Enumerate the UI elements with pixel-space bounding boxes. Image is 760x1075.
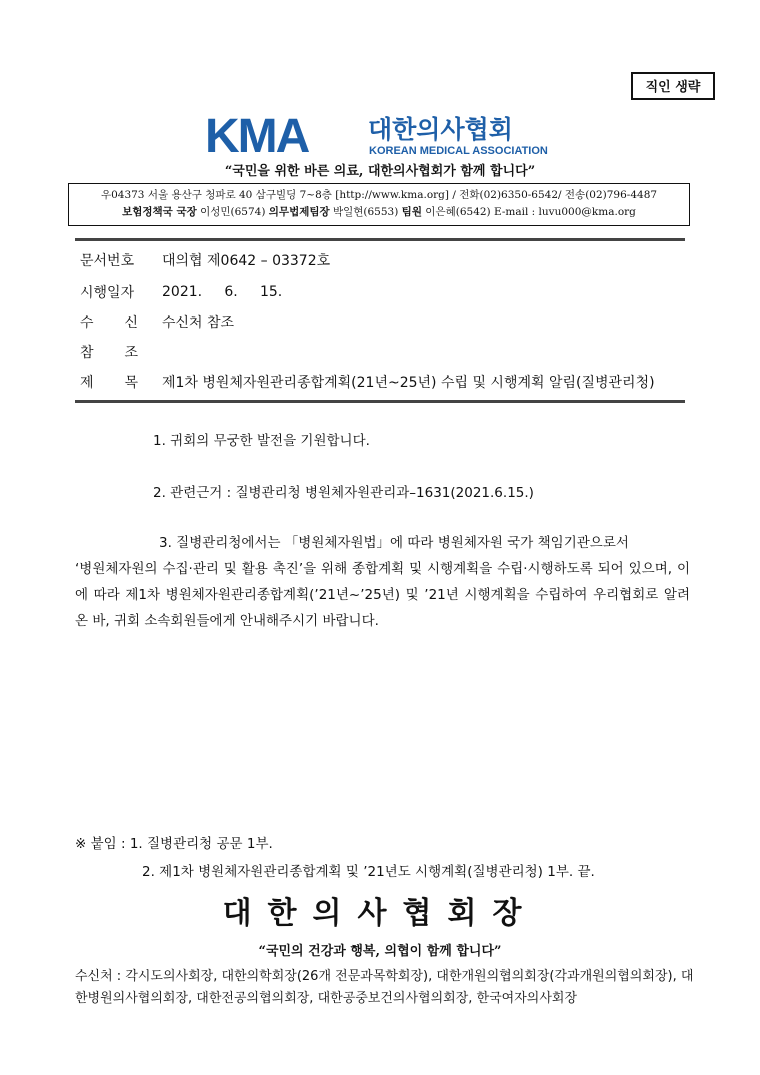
signer-title: 대한의사협회장 (222, 896, 538, 931)
recipients-list: 수신처 : 각시도의사회장, 대한의학회장(26개 전문과목학회장), 대한개원의협의회장(각과개원의협의회장), 대한병원의사협의회장, 대한전공의협의회장, 대한공중보건의사협의회장, 한국여자의사회장 (75, 969, 694, 1006)
kma-logo-name-ko: 대한의사협회 (368, 115, 513, 144)
date-label: 시행일자 (80, 285, 135, 301)
reference-label: 참 조 (80, 345, 138, 361)
dept3-title: 팀원 (401, 206, 422, 218)
kma-logo-name-en: KOREAN MEDICAL ASSOCIATION (369, 145, 548, 157)
contact-box (68, 183, 690, 226)
meta-date (80, 280, 700, 304)
dept2-name: 박일현(6553) (329, 206, 402, 218)
recipient-label: 수 신 (80, 315, 138, 331)
kma-logo (205, 112, 555, 158)
attachment-line-1: ※ 붙임 : 1. 질병관리청 공문 1부. (75, 836, 273, 852)
header-rule-top (75, 238, 685, 241)
body-paragraph-2: 2. 관련근거 : 질병관리청 병원체자원관리과–1631(2021.6.15.) (153, 485, 534, 501)
dept2-title: 의무법제팀장 (268, 206, 330, 218)
header-rule-bottom (75, 400, 685, 403)
dept1-name: 이성민(6574) (196, 206, 269, 218)
meta-doc-no (80, 248, 700, 272)
dept3-name: 이은혜(6542) E-mail : luvu000@kma.org (421, 206, 636, 218)
body-paragraph-3 (75, 530, 690, 634)
body-paragraph-3-first: 3. 질병관리청에서는 「병원체자원법」에 따라 병원체자원 국가 책임기관으로서 (159, 535, 629, 551)
body-paragraph-1: 1. 귀회의 무궁한 발전을 기원합니다. (153, 433, 370, 449)
body-paragraph-3-rest: ‘병원체자원의 수집·관리 및 활용 촉진’을 위해 종합계획 및 시행계획을 수립·시행하도록 되어 있으며, 이에 따라 제1차 병원체자원관리종합계획(’21년~’25년) 및 ’21년 시행계획을 수립하여 우리협회로 알려온 바, 귀회 소속회원들에게 안내해주시기 바랍니다. (75, 561, 690, 629)
doc-no-label: 문서번호 (80, 253, 135, 269)
dept1-title: 보험정책국 국장 (122, 206, 197, 218)
recipient-value: 수신처 참조 (162, 315, 235, 331)
slogan-bottom: “국민의 건강과 행복, 의협이 함께 합니다” (258, 944, 502, 959)
slogan-top: “국민을 위한 바른 의료, 대한의사협회가 함께 합니다” (224, 164, 536, 179)
subject-label: 제 목 (80, 375, 138, 391)
meta-reference (80, 340, 700, 364)
contact-line (75, 204, 683, 221)
seal-omitted-stamp: 직인 생략 (631, 72, 715, 100)
attachment-line-2: 2. 제1차 병원체자원관리종합계획 및 ’21년도 시행계획(질병관리청) 1부. 끝. (142, 864, 595, 880)
meta-subject (80, 370, 700, 394)
date-value: 2021. 6. 15. (162, 284, 283, 300)
address-line: 우04373 서울 용산구 청파로 40 삼구빌딩 7~8층 [http://www.kma.org] / 전화(02)6350-6542/ 전송(02)796-4487 (100, 189, 658, 201)
kma-logo-letters: KMA (205, 112, 309, 158)
doc-no-value: 대의협 제0642 – 03372호 (162, 253, 331, 269)
meta-recipient (80, 310, 700, 334)
subject-value: 제1차 병원체자원관리종합계획(21년~25년) 수립 및 시행계획 알림(질병관리청) (162, 375, 655, 391)
